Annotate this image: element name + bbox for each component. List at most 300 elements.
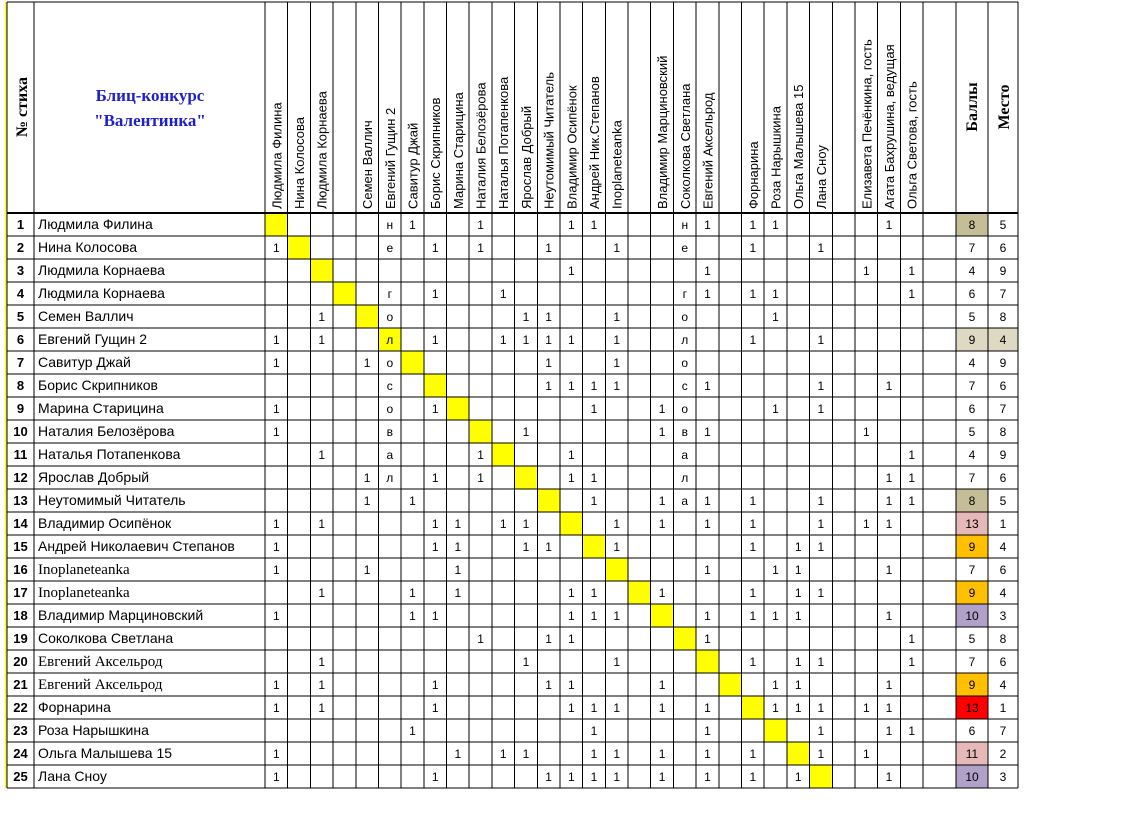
vote-mark: 1 [704, 287, 711, 301]
vote-mark: 1 [431, 517, 439, 531]
vote-mark: 1 [613, 310, 621, 324]
judge-header: Лана Сноу [813, 145, 829, 209]
judge-header: Ярослав Добрый [518, 105, 534, 209]
judge-header: Владимир Осипёнок [564, 85, 580, 209]
vote-mark: 1 [749, 333, 757, 347]
score-value: 6 [968, 724, 976, 738]
vote-mark: 1 [273, 517, 280, 531]
row-number: 21 [13, 677, 28, 692]
self-vote-cell [266, 214, 288, 236]
row-number: 14 [13, 516, 28, 531]
vote-mark: 1 [749, 540, 757, 554]
vote-mark: 1 [817, 241, 825, 255]
vote-mark: 1 [273, 609, 280, 623]
self-vote-cell [402, 352, 424, 374]
score-value: 13 [965, 701, 979, 715]
score-value: 5 [968, 632, 976, 646]
vote-mark: 1 [477, 632, 484, 646]
vote-mark: 1 [817, 494, 825, 508]
score-value: 7 [968, 241, 976, 255]
vote-mark: 1 [885, 609, 893, 623]
vote-mark: 1 [431, 471, 439, 485]
vote-mark: 1 [704, 563, 711, 577]
self-vote-cell [697, 651, 719, 673]
vote-mark: 1 [431, 287, 439, 301]
vote-mark: о [681, 402, 689, 416]
vote-mark: 1 [590, 379, 598, 393]
vote-mark: 1 [613, 540, 621, 554]
score-value: 4 [968, 448, 976, 462]
row-number: 19 [13, 631, 28, 646]
self-vote-cell [470, 421, 492, 443]
self-vote-cell [629, 582, 651, 604]
vote-mark: 1 [749, 241, 757, 255]
vote-mark: о [386, 310, 394, 324]
vote-mark: 1 [908, 471, 916, 485]
row-number: 20 [13, 654, 28, 669]
vote-mark: 1 [794, 586, 802, 600]
vote-mark: 1 [817, 517, 825, 531]
vote-mark: 1 [613, 517, 621, 531]
vote-mark: 1 [658, 425, 666, 439]
score-value: 8 [968, 218, 976, 232]
vote-mark: 1 [772, 678, 779, 692]
score-value: 7 [968, 379, 976, 393]
row-number: 8 [16, 378, 25, 393]
vote-mark: 1 [817, 586, 825, 600]
poem-author-name: Евгений Гущин 2 [38, 331, 148, 347]
vote-mark: 1 [704, 379, 711, 393]
row-number: 12 [13, 470, 28, 485]
self-vote-cell [674, 628, 696, 650]
judge-header: Андрей Ник.Степанов [587, 76, 603, 209]
judge-header: Роза Нарышкина [768, 106, 784, 209]
judge-header: Семен Валлич [360, 120, 376, 209]
place-value: 2 [999, 747, 1007, 761]
vote-mark: 1 [545, 356, 552, 370]
score-value: 11 [965, 747, 979, 761]
vote-mark: 1 [772, 218, 779, 232]
place-value: 7 [999, 724, 1007, 738]
judge-header: Inoplaneteanka [609, 120, 625, 209]
vote-mark: 1 [817, 540, 825, 554]
vote-mark: 1 [772, 609, 779, 623]
vote-mark: 1 [590, 701, 598, 715]
score-value: 4 [968, 356, 976, 370]
score-value: 10 [965, 770, 979, 784]
place-value: 3 [999, 609, 1007, 623]
row-number: 4 [16, 286, 25, 301]
row-number: 17 [13, 585, 28, 600]
vote-mark: 1 [749, 655, 757, 669]
vote-mark: 1 [477, 241, 484, 255]
vote-mark: 1 [522, 655, 530, 669]
judge-header: Евгений Аксельрод [700, 92, 716, 209]
self-vote-cell [765, 720, 787, 742]
vote-mark: 1 [590, 747, 598, 761]
poem-author-name: Людмила Корнаева [38, 285, 165, 301]
poem-author-name: Людмила Филина [38, 216, 153, 232]
poem-author-name: Ольга Малышева 15 [38, 745, 173, 761]
self-vote-cell [787, 743, 809, 765]
row-number: 7 [16, 355, 25, 370]
self-vote-cell [560, 513, 582, 535]
vote-mark: 1 [318, 333, 326, 347]
vote-mark: 1 [545, 241, 552, 255]
score-value: 5 [968, 310, 976, 324]
vote-mark: 1 [454, 586, 462, 600]
vote-mark: 1 [613, 356, 621, 370]
vote-mark: 1 [772, 701, 779, 715]
vote-mark: 1 [545, 632, 552, 646]
self-vote-cell [515, 467, 537, 489]
row-number: 25 [13, 769, 28, 784]
vote-mark: 1 [409, 494, 416, 508]
vote-mark: 1 [885, 701, 893, 715]
score-value: 4 [968, 264, 976, 278]
vote-mark: л [681, 333, 689, 347]
vote-mark: 1 [658, 678, 666, 692]
vote-mark: 1 [613, 609, 621, 623]
vote-mark: 1 [431, 701, 439, 715]
place-value: 6 [999, 379, 1007, 393]
self-vote-cell [334, 283, 356, 305]
self-vote-cell [742, 697, 764, 719]
poem-author-name: Форнарина [38, 699, 111, 715]
vote-mark: 1 [704, 632, 711, 646]
vote-mark: 1 [273, 563, 280, 577]
vote-mark: 1 [885, 218, 893, 232]
self-vote-cell [356, 306, 378, 328]
vote-mark: а [681, 494, 689, 508]
vote-mark: 1 [318, 586, 326, 600]
vote-mark: 1 [658, 747, 666, 761]
place-value: 6 [999, 241, 1007, 255]
vote-mark: 1 [318, 517, 326, 531]
vote-mark: 1 [431, 609, 439, 623]
judge-header: Ольга Малышева 15 [791, 84, 807, 209]
vote-mark: 1 [658, 586, 666, 600]
column-header-place: Место [996, 84, 1013, 130]
place-value: 5 [999, 494, 1007, 508]
judge-header: Агата Бахрушина, ведущая [881, 44, 897, 209]
vote-mark: 1 [658, 701, 666, 715]
vote-mark: л [681, 471, 689, 485]
vote-mark: 1 [431, 333, 439, 347]
vote-mark: 1 [613, 770, 621, 784]
vote-mark: 1 [862, 425, 870, 439]
score-value: 13 [965, 517, 979, 531]
vote-mark: в [386, 425, 393, 439]
poem-author-name: Наталья Потапенкова [38, 446, 181, 462]
place-value: 3 [999, 770, 1007, 784]
vote-mark: 1 [658, 494, 666, 508]
row-number: 13 [13, 493, 28, 508]
vote-mark: 1 [545, 310, 552, 324]
vote-mark: 1 [590, 402, 598, 416]
vote-mark: 1 [522, 540, 530, 554]
vote-mark: н [386, 218, 394, 232]
vote-mark: 1 [409, 586, 416, 600]
vote-mark: 1 [613, 655, 621, 669]
self-vote-cell [447, 398, 469, 420]
vote-mark: 1 [477, 448, 484, 462]
place-value: 6 [999, 471, 1007, 485]
contest-title-line1: Блиц-конкурс [95, 86, 205, 105]
vote-mark: 1 [749, 747, 757, 761]
contest-title-line2: "Валентинка" [94, 111, 206, 130]
vote-mark: 1 [908, 287, 916, 301]
place-value: 9 [999, 264, 1007, 278]
vote-mark: 1 [431, 540, 439, 554]
judge-header: Ольга Светова, гость [904, 81, 920, 209]
vote-mark: 1 [567, 632, 575, 646]
judge-header: Неутомимый Читатель [541, 71, 557, 209]
vote-mark: 1 [499, 517, 507, 531]
vote-mark: 1 [908, 264, 916, 278]
vote-mark: 1 [817, 655, 825, 669]
self-vote-cell [424, 375, 446, 397]
vote-mark: 1 [817, 333, 825, 347]
vote-mark: 1 [749, 770, 757, 784]
judge-header: Марина Старицина [450, 92, 466, 209]
vote-mark: 1 [794, 678, 802, 692]
vote-mark: 1 [885, 724, 893, 738]
vote-mark: 1 [522, 425, 530, 439]
vote-mark: 1 [704, 770, 711, 784]
vote-mark: 1 [590, 586, 598, 600]
row-number: 11 [13, 447, 28, 462]
vote-mark: 1 [772, 402, 779, 416]
vote-mark: 1 [567, 218, 575, 232]
row-number: 1 [16, 217, 25, 232]
vote-mark: 1 [522, 747, 530, 761]
poem-author-name: Соколкова Светлана [38, 630, 174, 646]
vote-mark: 1 [885, 517, 893, 531]
place-value: 8 [999, 310, 1007, 324]
vote-mark: 1 [817, 379, 825, 393]
vote-mark: 1 [567, 678, 575, 692]
score-value: 9 [968, 586, 976, 600]
row-number: 16 [13, 562, 28, 577]
row-number: 24 [13, 746, 28, 761]
vote-mark: 1 [749, 517, 757, 531]
poem-author-name: Владимир Осипёнок [38, 515, 172, 531]
vote-mark: 1 [409, 724, 416, 738]
vote-mark: 1 [885, 471, 893, 485]
poem-author-name: Inoplaneteanka [38, 585, 130, 601]
vote-mark: 1 [273, 701, 280, 715]
score-value: 6 [968, 287, 976, 301]
vote-mark: 1 [817, 402, 825, 416]
poem-author-name: Ярослав Добрый [38, 469, 150, 485]
score-value: 9 [968, 333, 976, 347]
poem-author-name: Владимир Марциновский [38, 607, 204, 623]
poem-author-name: Людмила Корнаева [38, 262, 165, 278]
row-number: 2 [16, 240, 25, 255]
score-value: 7 [968, 471, 976, 485]
place-value: 4 [999, 586, 1007, 600]
vote-mark: 1 [567, 609, 575, 623]
score-value: 6 [968, 402, 976, 416]
poem-author-name: Борис Скрипников [38, 377, 158, 393]
vote-mark: 1 [794, 655, 802, 669]
vote-mark: 1 [749, 287, 757, 301]
vote-mark: 1 [567, 448, 575, 462]
self-vote-cell [583, 536, 605, 558]
judge-header: Владимир Марциновский [655, 55, 671, 209]
vote-mark: 1 [363, 563, 371, 577]
judge-header: Елизавета Печёнкина, гость [859, 39, 875, 209]
judge-header: Форнарина [745, 141, 761, 209]
vote-mark: 1 [794, 609, 802, 623]
vote-mark: 1 [794, 563, 802, 577]
vote-mark: в [681, 425, 688, 439]
poem-author-name: Евгений Аксельрод [38, 677, 163, 693]
place-value: 7 [999, 287, 1007, 301]
vote-mark: 1 [908, 632, 916, 646]
vote-mark: е [386, 241, 394, 255]
judge-header: Наталия Белозёрова [473, 82, 489, 209]
vote-mark: 1 [522, 310, 530, 324]
vote-mark: 1 [522, 333, 530, 347]
poem-author-name: Савитур Джай [38, 354, 131, 370]
vote-mark: 1 [273, 678, 280, 692]
vote-mark: 1 [499, 747, 507, 761]
place-value: 9 [999, 356, 1007, 370]
score-value: 8 [968, 494, 976, 508]
vote-mark: 1 [273, 402, 280, 416]
place-value: 6 [999, 563, 1007, 577]
vote-mark: 1 [545, 333, 552, 347]
vote-mark: 1 [567, 471, 575, 485]
vote-mark: с [386, 379, 393, 393]
vote-mark: о [386, 402, 394, 416]
vote-mark: г [682, 287, 687, 301]
self-vote-cell [492, 444, 514, 466]
place-value: 5 [999, 218, 1007, 232]
vote-mark: 1 [885, 379, 893, 393]
vote-mark: 1 [704, 264, 711, 278]
vote-mark: 1 [363, 471, 371, 485]
judge-header: Савитур Джай [405, 122, 421, 209]
self-vote-cell [311, 260, 333, 282]
poem-author-name: Лана Сноу [38, 768, 107, 784]
vote-mark: 1 [590, 770, 598, 784]
vote-mark: 1 [522, 517, 530, 531]
vote-mark: 1 [772, 310, 779, 324]
vote-mark: 1 [477, 471, 484, 485]
vote-mark: 1 [749, 494, 757, 508]
row-number: 6 [16, 332, 25, 347]
score-value: 9 [968, 678, 976, 692]
vote-mark: о [681, 356, 689, 370]
vote-mark: 1 [273, 540, 280, 554]
vote-mark: 1 [567, 264, 575, 278]
vote-mark: 1 [318, 448, 326, 462]
poem-author-name: Марина Старицина [38, 400, 164, 416]
vote-mark: 1 [862, 747, 870, 761]
vote-mark: 1 [613, 379, 621, 393]
place-value: 9 [999, 448, 1007, 462]
judge-header: Людмила Корнаева [314, 91, 330, 209]
judge-header: Наталья Потапенкова [496, 76, 512, 209]
vote-mark: 1 [908, 494, 916, 508]
vote-mark: 1 [613, 701, 621, 715]
vote-mark: 1 [817, 701, 825, 715]
vote-mark: 1 [590, 609, 598, 623]
vote-mark: 1 [613, 241, 621, 255]
vote-mark: 1 [885, 678, 893, 692]
vote-mark: 1 [567, 586, 575, 600]
vote-mark: 1 [704, 609, 711, 623]
vote-mark: е [681, 241, 689, 255]
vote-mark: 1 [613, 747, 621, 761]
vote-mark: а [681, 448, 689, 462]
self-vote-cell [606, 559, 628, 581]
vote-mark: 1 [273, 747, 280, 761]
row-number: 5 [16, 309, 25, 324]
vote-mark: 1 [273, 241, 280, 255]
judge-header: Нина Колосова [292, 116, 308, 209]
place-value: 6 [999, 655, 1007, 669]
place-value: 4 [999, 540, 1007, 554]
self-vote-cell [719, 674, 741, 696]
vote-mark: 1 [318, 310, 326, 324]
self-vote-cell [288, 237, 310, 259]
place-value: 7 [999, 402, 1007, 416]
vote-mark: 1 [454, 517, 462, 531]
vote-mark: 1 [431, 770, 439, 784]
score-value: 7 [968, 655, 976, 669]
vote-mark: 1 [431, 241, 439, 255]
vote-mark: 1 [318, 678, 326, 692]
vote-mark: 1 [499, 287, 507, 301]
vote-mark: 1 [318, 655, 326, 669]
vote-mark: 1 [908, 448, 916, 462]
vote-mark: 1 [885, 770, 893, 784]
vote-mark: 1 [704, 425, 711, 439]
vote-mark: 1 [704, 517, 711, 531]
vote-mark: 1 [817, 747, 825, 761]
self-vote-cell [810, 766, 832, 788]
poem-author-name: Семен Валлич [38, 308, 134, 324]
vote-mark: 1 [545, 540, 552, 554]
vote-mark: 1 [409, 218, 416, 232]
vote-mark: с [681, 379, 688, 393]
vote-mark: 1 [409, 609, 416, 623]
vote-mark: 1 [908, 655, 916, 669]
vote-mark: 1 [454, 747, 462, 761]
vote-mark: 1 [431, 402, 439, 416]
vote-mark: 1 [704, 494, 711, 508]
vote-mark: 1 [794, 770, 802, 784]
place-value: 4 [999, 678, 1007, 692]
vote-mark: 1 [704, 218, 711, 232]
vote-mark: 1 [704, 701, 711, 715]
row-number: 10 [13, 424, 28, 439]
vote-mark: 1 [794, 540, 802, 554]
poem-author-name: Inoplaneteanka [38, 562, 130, 578]
poem-author-name: Неутомимый Читатель [38, 492, 186, 508]
vote-mark: 1 [704, 747, 711, 761]
vote-mark: 1 [567, 379, 575, 393]
vote-mark: л [386, 471, 394, 485]
vote-mark: 1 [590, 724, 598, 738]
vote-mark: 1 [885, 494, 893, 508]
vote-mark: 1 [454, 563, 462, 577]
vote-mark: 1 [431, 678, 439, 692]
